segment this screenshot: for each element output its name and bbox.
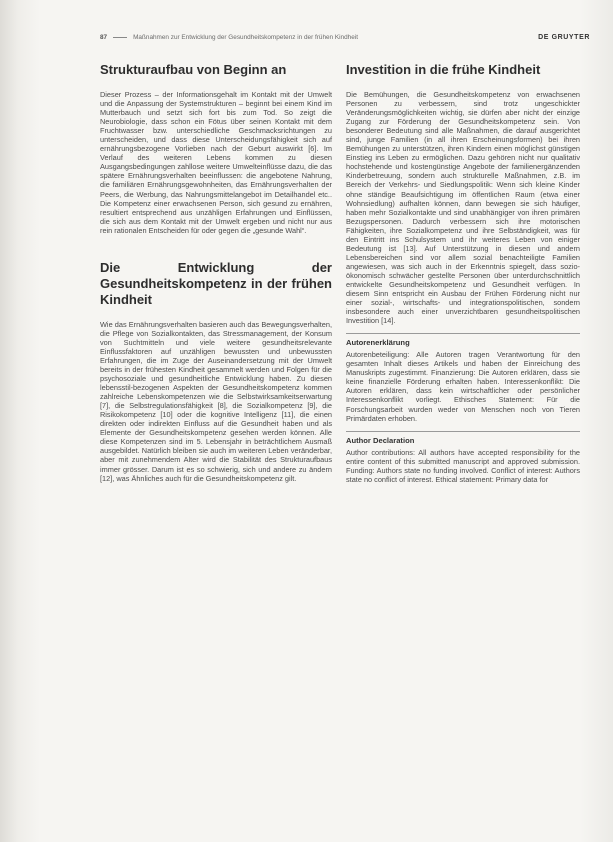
declaration-de-text: Autorenbeteiligung: Alle Autoren tragen Verantwortung für den gesamten Inhalt dieses Artikels und haben der Einreichung des Manuskripts zugestimmt. Finanzierung: Die Autoren erklären, dass sie keine finanzielle Förderung erhalten haben. Interessenkonflikt: Die Autoren erklären, dass kein wirtschaftlicher oder persönlicher Interessenkonflikt vorliegt. Ethisches Statement: Für die Forschungsarbeit wurden weder von Menschen noch von Tieren Primärdaten erhoben. xyxy=(346,350,580,423)
declaration-divider xyxy=(346,333,580,334)
header-rule xyxy=(113,37,127,38)
page-fold-shadow xyxy=(0,0,18,842)
section-heading-investment: Investition in die frühe Kindheit xyxy=(346,62,541,77)
right-column xyxy=(346,62,580,484)
paragraph-development: Wie das Ernährungsverhalten basieren auch das Bewegungsverhalten, die Pflege von Sozialkontakten, das Stressmanagement, der Konsum von Suchtmitteln und viele weitere gesundheitsrelevante Einflussfaktoren auf unzähligen bewussten und unbewussten Erfahrungen, die im Zuge der Auseinandersetzung mit der Umwelt bereits in der frühesten Kindheit gesammelt werden und Folgen für die psychosoziale und gesundheitliche Entwicklung haben. Zu diesen lebensstil-bezogenen Aspekten der Gesundheitskompetenz kommen zahlreiche Lebenskompetenzen wie die Selbstwirksamkeitserwartung [7], die Selbstregulationsfähigkeit [8], die Sozialkompetenz [9], die Risikokompetenz [10] oder die kognitive Intelligenz [11], die einen direkten oder indirekten Einfluss auf die Gesundheit haben und als Elemente der Gesundheitskompetenz gesehen werden können. Alle diese Kompetenzen sind im 5. Lebensjahr in beträchtlichem Ausmaß ausgebildet. Natürlich bleiben sie auch im weiteren Leben veränderbar, aber mit zunehmendem Alter wird die Stabilität des Strukturaufbaus immer grösser. Darum ist es so schwierig, sich und andere zu ändern [12], was Ähnliches auch für die Gesundheitskompetenz gilt. xyxy=(100,319,332,483)
publisher-logo: DE GRUYTER xyxy=(538,33,590,41)
declaration-de-title: Autorenerklärung xyxy=(346,338,410,348)
left-column xyxy=(100,62,332,483)
page-number: 87 xyxy=(100,33,108,41)
paragraph-investment: Die Bemühungen, die Gesundheitskompetenz von erwachsenen Personen zu verbessern, sind trotz ungeschickter Veränderungsmöglichkeiten wichtig, sie dürfen aber nicht der einzige Zugang zur Förderung der Gesundheitskompetenz sein. Von besonderer Bedeutung sind alle Maßnahmen, die darauf ausgerichtet sind, junge Familien (in all ihren Erscheinungsformen) bei ihren Bemühungen zu unterstützen, ihren Kindern einen möglichst günstigen Einstieg ins Leben zu ermöglichen. Dazu gehören nicht nur qualitativ hochstehende und kostengünstige Angebote der familienergänzenden Kinderbetreuung, sondern auch strukturelle Maßnahmen, z.B. im Bereich der Verkehrs- und Siedlungspolitik: Wenn sich kleine Kinder ohne ständige Beaufsichtigung im öffentlichen Raum (etwa einer Wohnsiedlung) aufhalten können, dann bewegen sie sich häufiger, haben mehr Sozialkontakte und sind unabhängiger von ihren primären Bezugspersonen. Dadurch verbessern sich ihre motorischen Fähigkeiten, ihre Sozialkompetenz und ihre Selbständigkeit, was für den Eintritt ins Schulsystem und ihr weiteres Leben von einiger Bedeutung ist [13]. Auf Unterstützung in diesen und andern Lebensbereichen sind vor allem sozial benachteiligte Familien angewiesen, was sich auch in der Erkenntnis spiegelt, dass sozio-ökonomisch schwächer gestellte Personen über unterdurchschnittlich entwickelte Gesundheitskompetenz und Gesundheit verfügen. In diesem Sinn entspricht ein Ausbau der Frühen Förderung nicht nur einer sozial-, wirtschafts- und integrationspolitischen, sondern insbesondere auch einer unverzichtbaren gesundheitspolitischen Investition [14]. xyxy=(346,90,580,326)
running-title: Maßnahmen zur Entwicklung der Gesundheitskompetenz in der frühen Kindheit xyxy=(133,33,358,41)
paragraph-structure: Dieser Prozess – der Informationsgehalt im Kontakt mit der Umwelt und die Anpassung der Systemstrukturen – beginnt bei einem Kind im Mutterbauch und setzt sich fort bis zum Tod. So zeigt die Neurobiologie, dass schon ein Fötus über seinen Kontakt mit dem Fruchtwasser bzw. unterschiedliche Geschmacksrichtungen zu unterscheiden, und dass diese Unterscheidungsfähigkeit sich auf ernährungsbezogene Vorlieben nach der Geburt auswirkt [6]. Im Verlauf des weiteren Lebens kommen zu diesen Ausgangsbedingungen zahllose weitere Umwelteinflüsse dazu, die das spätere Ernährungsverhalten beeinflussen: die angebotene Nahrung, die familiären Ernährungsgewohnheiten, das Ernährungsverhalten der Peers, die Werbung, das Nahrungsmittelangebot im Detailhandel etc.. Die Kompetenz einer erwachsenen Person, sich gesund zu ernähren, resultiert entsprechend aus unzähligen Erfahrungen und Einflüssen, die sich aus dem Kontakt mit der Umwelt ergeben und nicht nur aus rein rationalen Entscheiden für oder gegen die „gesunde Wahl“. xyxy=(100,90,332,235)
running-header xyxy=(100,30,590,44)
section-heading-development: Die Entwicklung der Gesundheitskompetenz in der frühen Kindheit xyxy=(100,259,332,307)
declaration-en-text: Author contributions: All authors have accepted responsibility for the entire content of this submitted manuscript and approved submission. Funding: Authors state no funding involved. Conflict of interest: Authors state no conflict of interest. Ethical statement: Primary data for xyxy=(346,447,580,484)
declaration-en-title: Author Declaration xyxy=(346,435,415,445)
declaration-divider-en xyxy=(346,431,580,432)
section-heading-structure: Strukturaufbau von Beginn an xyxy=(100,62,287,77)
